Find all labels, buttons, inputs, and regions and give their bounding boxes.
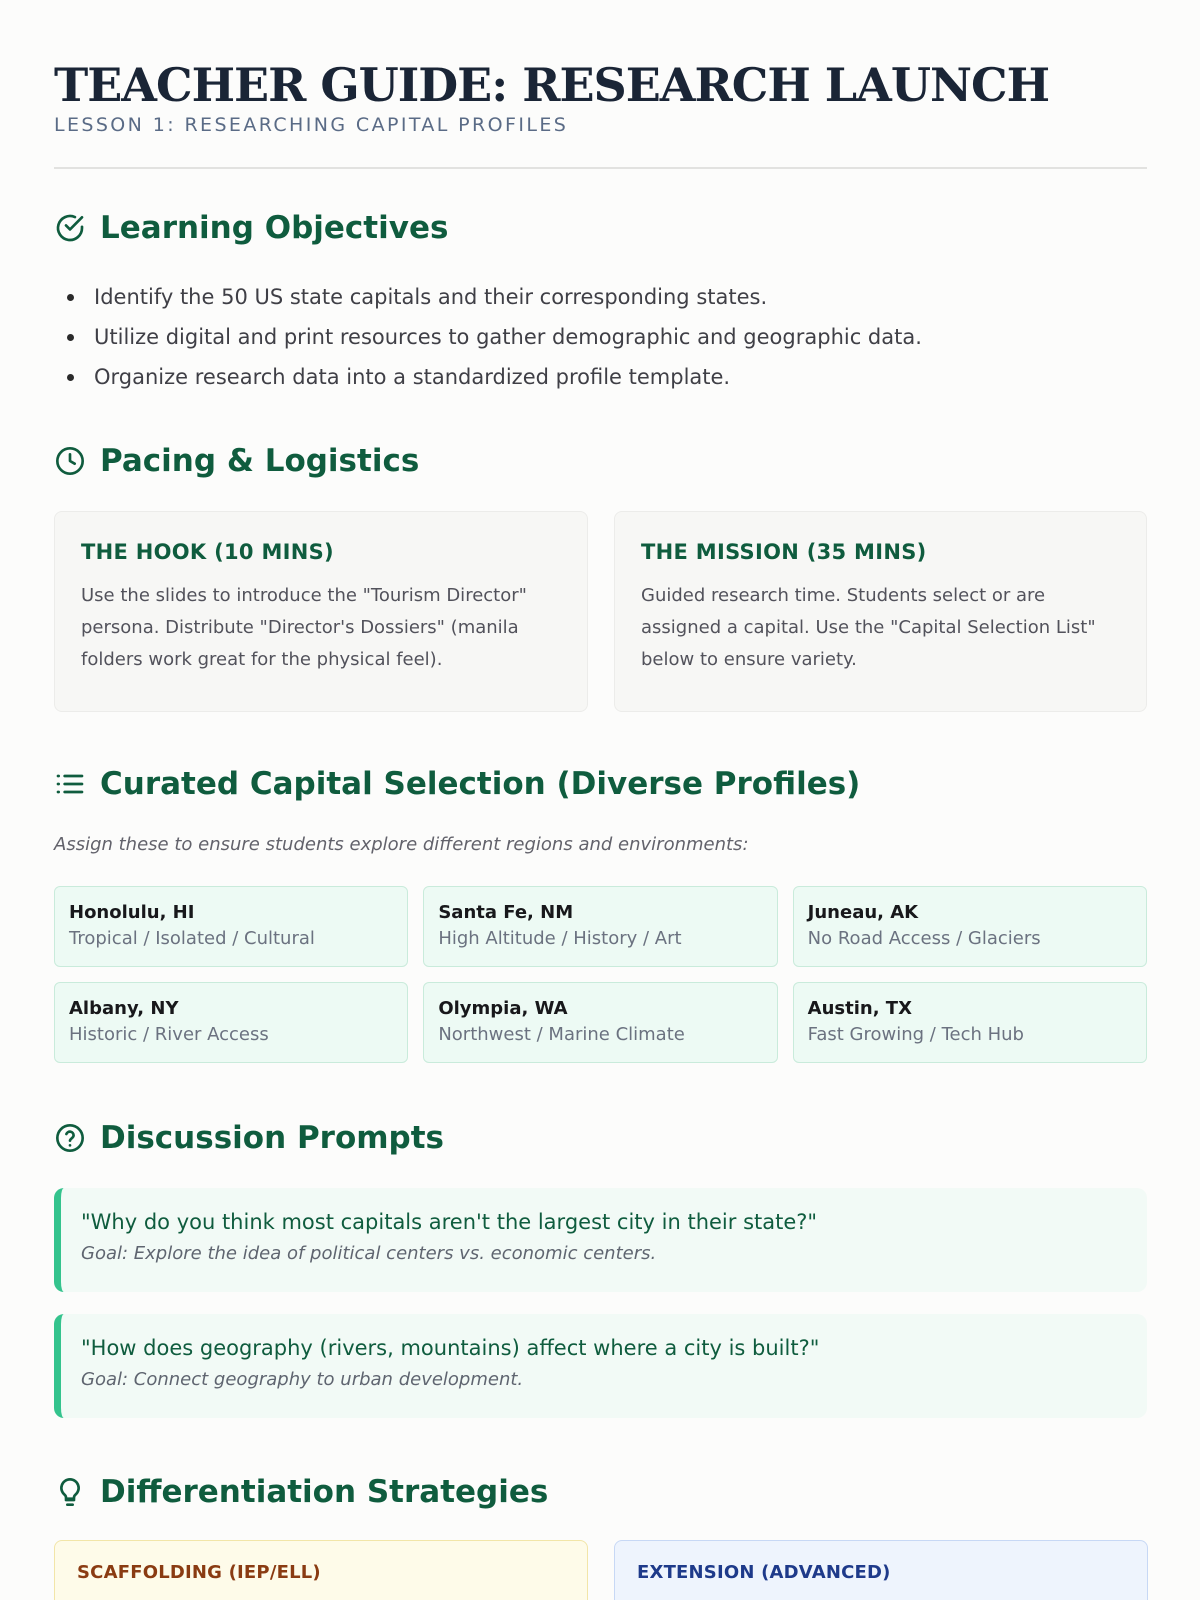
header-divider xyxy=(54,167,1147,169)
capital-card xyxy=(54,886,408,967)
capital-traits: Tropical / Isolated / Cultural xyxy=(69,928,315,949)
scaffolding-title: SCAFFOLDING (IEP/ELL) xyxy=(77,1562,321,1583)
discussion-prompt xyxy=(54,1188,1147,1292)
prompt-question: "How does geography (rivers, mountains) affect where a city is built?" xyxy=(81,1336,820,1360)
capital-card xyxy=(423,886,777,967)
capitals-heading-label: Curated Capital Selection (Diverse Profiles) xyxy=(100,766,861,802)
capital-traits: Historic / River Access xyxy=(69,1024,269,1045)
hook-card-body: Use the slides to introduce the "Tourism Director" persona. Distribute "Director's Dossiers" (manila folders work great for the physical feel). xyxy=(81,585,527,670)
objectives-list xyxy=(64,277,922,397)
list-item: Organize research data into a standardized profile template. xyxy=(64,357,922,397)
mission-card-title: THE MISSION (35 MINS) xyxy=(641,540,927,564)
prompt-goal: Goal: Connect geography to urban development. xyxy=(81,1369,524,1390)
capital-traits: High Altitude / History / Art xyxy=(438,928,682,949)
hook-card-title: THE HOOK (10 MINS) xyxy=(81,540,334,564)
pacing-heading xyxy=(54,443,419,479)
capital-card xyxy=(793,886,1147,967)
objectives-heading xyxy=(54,210,448,246)
pacing-heading-label: Pacing & Logistics xyxy=(100,443,420,479)
capital-name: Albany, NY xyxy=(69,998,179,1019)
capital-card xyxy=(54,982,408,1063)
clock-icon xyxy=(54,445,86,477)
mission-card xyxy=(614,511,1147,712)
extension-card xyxy=(614,1540,1148,1600)
scaffolding-card xyxy=(54,1540,588,1600)
list-icon xyxy=(54,768,86,800)
objectives-heading-label: Learning Objectives xyxy=(100,210,449,246)
differentiation-heading xyxy=(54,1474,548,1510)
capital-name: Juneau, AK xyxy=(807,902,919,923)
prompt-question: "Why do you think most capitals aren't the largest city in their state?" xyxy=(81,1210,818,1234)
capital-name: Santa Fe, NM xyxy=(438,902,574,923)
capital-traits: No Road Access / Glaciers xyxy=(807,928,1041,949)
prompt-goal: Goal: Explore the idea of political centers vs. economic centers. xyxy=(81,1243,657,1264)
hook-card xyxy=(54,511,588,712)
question-circle-icon xyxy=(54,1122,86,1154)
list-item: Identify the 50 US state capitals and their corresponding states. xyxy=(64,277,922,317)
discussion-heading xyxy=(54,1120,444,1156)
capitals-heading xyxy=(54,766,860,802)
capital-name: Honolulu, HI xyxy=(69,902,195,923)
differentiation-heading-label: Differentiation Strategies xyxy=(100,1474,549,1510)
mission-card-body: Guided research time. Students select or are assigned a capital. Use the "Capital Selection List" below to ensure variety. xyxy=(641,585,1096,670)
capital-grid xyxy=(54,886,1147,1063)
page-title: TEACHER GUIDE: RESEARCH LAUNCH xyxy=(54,58,1050,112)
discussion-prompt xyxy=(54,1314,1147,1418)
discussion-heading-label: Discussion Prompts xyxy=(100,1120,445,1156)
capital-card xyxy=(423,982,777,1063)
capital-traits: Northwest / Marine Climate xyxy=(438,1024,685,1045)
page-subtitle: LESSON 1: RESEARCHING CAPITAL PROFILES xyxy=(54,114,569,136)
capitals-note: Assign these to ensure students explore different regions and environments: xyxy=(54,834,749,855)
capital-name: Olympia, WA xyxy=(438,998,568,1019)
list-item: Utilize digital and print resources to gather demographic and geographic data. xyxy=(64,317,922,357)
lightbulb-icon xyxy=(54,1476,86,1508)
extension-title: EXTENSION (ADVANCED) xyxy=(637,1562,891,1583)
capital-name: Austin, TX xyxy=(807,998,912,1019)
capital-traits: Fast Growing / Tech Hub xyxy=(807,1024,1024,1045)
check-circle-icon xyxy=(54,212,86,244)
capital-card xyxy=(793,982,1147,1063)
